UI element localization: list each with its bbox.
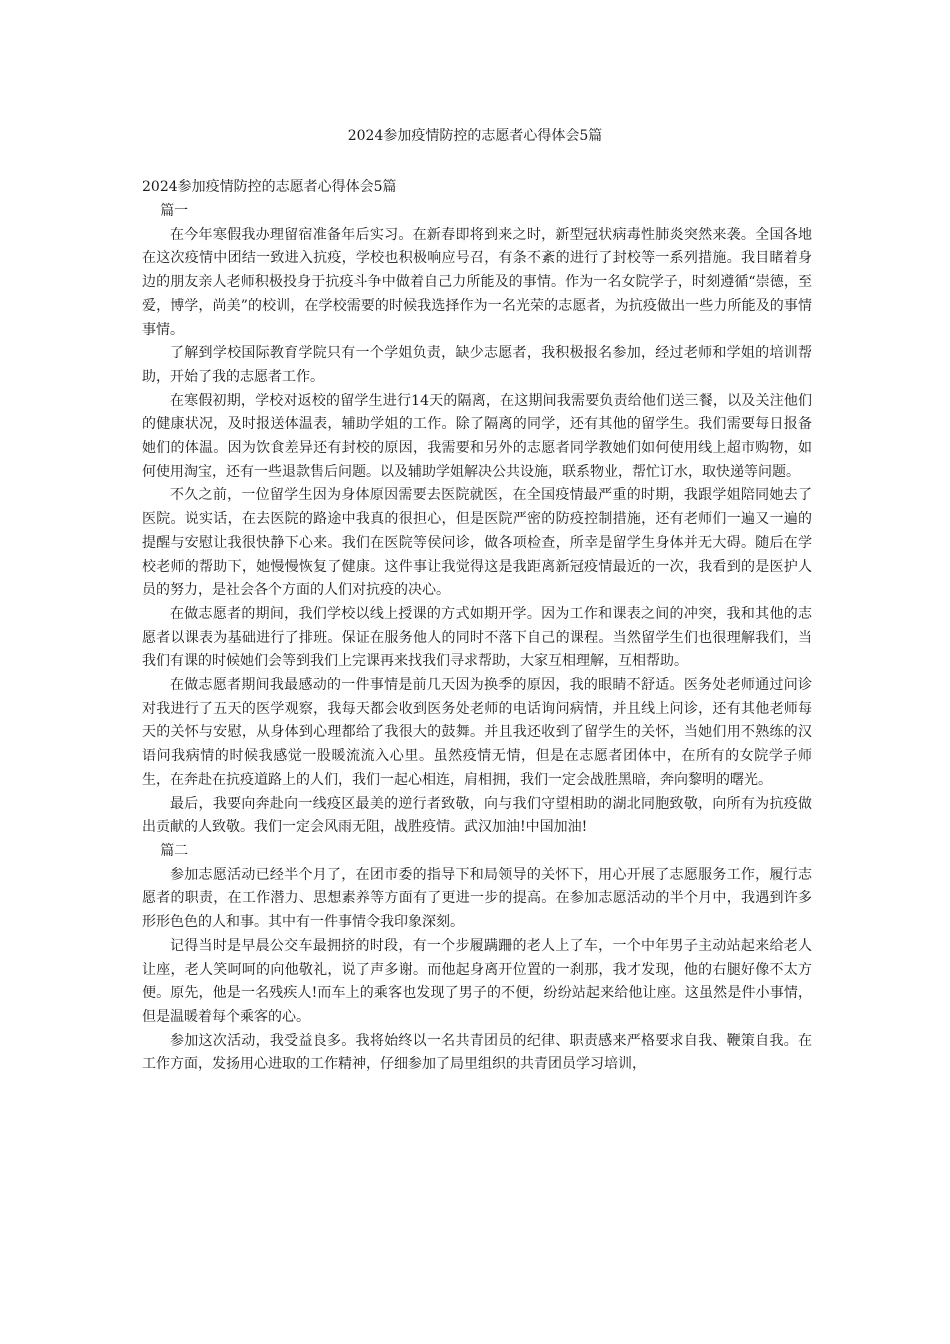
paragraph: 了解到学校国际教育学院只有一个学姐负责，缺少志愿者，我积极报名参加，经过老师和学姐的培训帮助，开始了我的志愿者工作。 — [142, 345, 812, 385]
document-title: 2024参加疫情防控的志愿者心得体会5篇 — [347, 128, 603, 144]
paragraph: 参加这次活动，我受益良多。我将始终以一名共青团员的纪律、职责感来严格要求自我、鞭策自我。在工作方面，发扬用心进取的工作精神，仔细参加了局里组织的共青团员学习培训， — [142, 1032, 812, 1073]
section-heading: 篇二 — [160, 842, 189, 859]
paragraph: 在寒假初期，学校对返校的留学生进行14天的隔离，在这期间我需要负责给他们送三餐，以及关注他们的健康状况，及时报送体温表，辅助学姐的工作。除了隔离的同学，还有其他的留学生。我们需要每日报备她们的体温。因为饮食差异还有封校的原因，我需要和另外的志愿者同学教她们如何使用线上超市购物，如何使用淘宝，还有一些退款售后问题。以及辅助学姐解决公共设施，联系物业，帮忙订水，取快递等问题。 — [142, 392, 812, 480]
document-body — [142, 175, 812, 1077]
paragraph: 参加志愿活动已经半个月了，在团市委的指导下和局领导的关怀下，用心开展了志愿服务工作，履行志愿者的职责，在工作潜力、思想素养等方面有了更进一步的提高。在参加志愿活动的半个月中，我遇到许多形形色色的人和事。其中有一件事情令我印象深刻。 — [142, 866, 812, 931]
section-heading: 篇一 — [160, 203, 189, 219]
paragraph: 记得当时是早晨公交车最拥挤的时段，有一个步履蹒跚的老人上了车，一个中年男子主动站起来给老人让座，老人笑呵呵的向他敬礼，说了声多谢。而他起身离开位置的一刹那，我才发现，他的右腿好像不太方便。原先，他是一名残疾人!而车上的乘客也发现了男子的不便，纷纷站起来给他让座。这虽然是件小事情，但是温暖着每个乘客的心。 — [142, 937, 812, 1025]
paragraph: 在做志愿者的期间，我们学校以线上授课的方式如期开学。因为工作和课表之间的冲突，我和其他的志愿者以课表为基础进行了排班。保证在服务他人的同时不落下自己的课程。当然留学生们也很理解我们，当我们有课的时候她们会等到我们上完课再来找我们寻求帮助，大家互相理解，互相帮助。 — [142, 605, 812, 670]
paragraph: 在做志愿者期间我最感动的一件事情是前几天因为换季的原因，我的眼睛不舒适。医务处老师通过问诊对我进行了五天的医学观察，我每天都会收到医务处老师的电话询问病情，并且线上问诊，还有其他老师每天的关怀与安慰，从身体到心理都给了我很大的鼓舞。并且我还收到了留学生的关怀，当她们用不熟练的汉语问我病情的时候我感觉一股暖流流入心里。虽然疫情无情，但是在志愿者团体中，在所有的女院学子师生，在奔赴在抗疫道路上的人们，我们一起心相连，肩相拥，我们一定会战胜黑暗，奔向黎明的曙光。 — [142, 677, 812, 788]
paragraph: 在今年寒假我办理留宿准备年后实习。在新春即将到来之时，新型冠状病毒性肺炎突然来袭。全国各地在这次疫情中团结一致进入抗疫，学校也积极响应号召，有条不紊的进行了封校等一系列措施。我目睹着身边的朋友亲人老师积极投身于抗疫斗争中做着自己力所能及的事情。作为一名女院学子，时刻遵循“崇德，至爱，博学，尚美”的校训，在学校需要的时候我选择作为一名光荣的志愿者，为抗疫做出一些力所能及的事情事情。 — [142, 226, 812, 338]
document-subtitle: 2024参加疫情防控的志愿者心得体会5篇 — [142, 179, 397, 195]
paragraph: 最后，我要向奔赴向一线疫区最美的逆行者致敬，向与我们守望相助的湖北同胞致敬，向所有为抗疫做出贡献的人致敬。我们一定会风雨无阻，战胜疫情。武汉加油!中国加油! — [142, 795, 812, 836]
paragraph: 不久之前，一位留学生因为身体原因需要去医院就医，在全国疫情最严重的时期，我跟学姐陪同她去了医院。说实话，在去医院的路途中我真的很担心，但是医院严密的防疫控制措施，还有老师们一遍又一遍的提醒与安慰让我很快静下心来。我们在医院等侯问诊，做各项检查，所幸是留学生身体并无大碍。随后在学校老师的帮助下，她慢慢恢复了健康。这件事让我觉得这是我距离新冠疫情最近的一次，我看到的是医护人员的努力，是社会各个方面的人们对抗疫的决心。 — [142, 487, 812, 599]
